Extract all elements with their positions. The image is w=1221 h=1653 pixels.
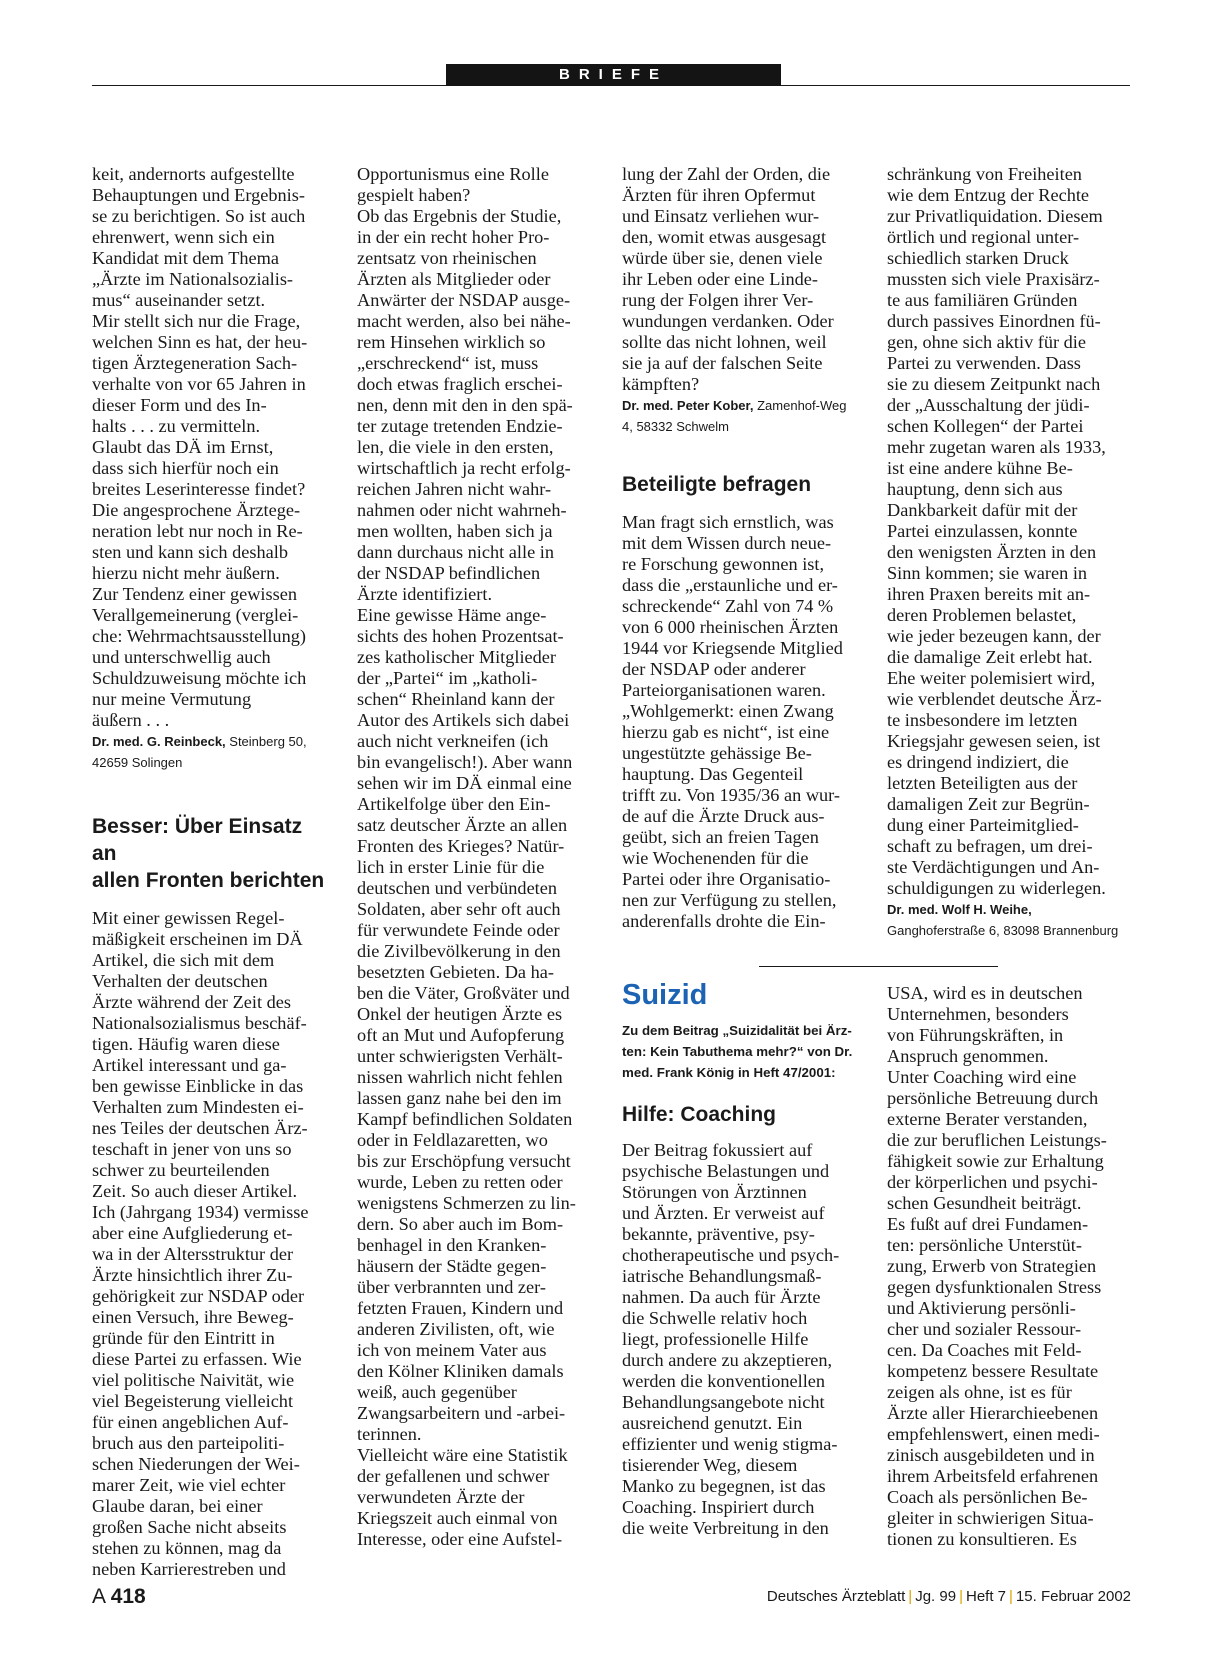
- suizid-intro: Zu dem Beitrag „Suizidalität bei Ärz- ten: Kein Tabuthema mehr?“ von Dr. med. Frank König in Heft 47/2001:: [622, 1023, 853, 1080]
- suizid-column-right: [887, 983, 1127, 1550]
- author-address: Ganghoferstraße 6, 83098 Brannenburg: [887, 923, 1119, 938]
- page-number: [92, 1585, 146, 1609]
- column-1: [92, 164, 332, 1580]
- letter-2-heading: Besser: Über Einsatz an allen Fronten berichten: [92, 815, 325, 892]
- journal-volume: Jg. 99: [915, 1588, 957, 1605]
- column-4: [887, 164, 1127, 941]
- letter-2-end: lung der Zahl der Orden, die Ärzten für ihren Opfermut und Einsatz verliehen wur- den, womit etwas ausgesagt würde über sie, denen viele ihr Leben oder eine Linde- rung der Folgen ihrer Ver- wundungen verdanken. Oder sollte das nicht lohnen, weil sie ja auf der falschen Seite kämpften?: [622, 164, 834, 394]
- letter-1-body: keit, andernorts aufgestellte Behauptungen und Ergebnis- se zu berichtigen. So ist auch ehrenwert, wenn sich ein Kandidat mit dem Thema „Ärzte im Nationalsozialis- mus“ auseinander setzt. Mir stellt sich nur die Frage, welchen Sinn es hat, der heu- tigen Ärztegeneration Sach- verhalte von vor 65 Jahren in dieser Form und des In- halts . . . zu vermitteln. Glaubt das DÄ im Ernst, dass sich hierfür noch ein breites Leserinteresse findet? Die angesprochene Ärztege- neration lebt nur noch in Re- sten und kann sich deshalb hierzu nicht mehr äußern. Zur Tendenz einer gewissen Verallgemeinerung (verglei- che: Wehrmachtsausstellung) und unterschwellig auch Schuldzuweisung möchte ich nur meine Vermutung äußern . . .: [92, 164, 308, 730]
- author-address: Steinberg 50, 42659 Solingen: [92, 734, 307, 770]
- suizid-heading: Hilfe: Coaching: [622, 1103, 777, 1126]
- journal-name: Deutsches Ärzteblatt: [766, 1588, 906, 1605]
- suizid-body-left: Der Beitrag fokussiert auf psychische Belastungen und Störungen von Ärztinnen und Ärzten. Er verweist auf bekannte, präventive, psy- chotherapeutische und psych- iatrische Behandlungsmaß- nahmen. Da auch für Ärzte die Schwelle relativ hoch liegt, professionelle Hilfe durch andere zu akzeptieren, werden die konventionellen Behandlungsangebote nicht ausreichend genutzt. Ein effizienter und wenig stigma- tisierender Weg, diesem Manko zu begegnen, ist das Coaching. Inspiriert durch die weite Verbreitung in den: [622, 1140, 840, 1538]
- author-address: Zamenhof-Weg 4, 58332 Schwelm: [622, 398, 847, 434]
- letter-3-body: Man fragt sich ernstlich, was mit dem Wissen durch neue- re Forschung gewonnen ist, dass die „erstaunliche und er- schreckende“ Zahl von 74 % von 6 000 rheinischen Ärzten 1944 vor Kriegsende Mitglied der NSDAP oder anderer Parteiorganisationen waren. „Wohlgemerkt: einen Zwang hierzu gab es nicht“, ist eine ungestützte gehässige Be- hauptung. Das Gegenteil trifft zu. Von 1935/36 an wur- de auf die Ärzte Druck aus- geübt, sich an freien Tagen wie Wochenenden für die Partei oder ihre Organisatio- nen zur Verfügung zu stellen, anderenfalls drohte die Ein-: [622, 512, 843, 931]
- journal-date: 15. Februar 2002: [1015, 1588, 1131, 1605]
- letter-3-heading: Beteiligte befragen: [622, 473, 812, 496]
- letter-3-continued: schränkung von Freiheiten wie dem Entzug der Rechte zur Privatliquidation. Diesem örtlich und regional unter- schiedlich starken Druck mussten sich viele Praxisärz- te aus familiären Gründen durch passives Einordnen fü- gen, ohne sich aktiv für die Partei zu verwenden. Dass sie zu diesem Zeitpunkt nach der „Ausschaltung der jüdi- schen Kollegen“ der Partei mehr zugetan waren als 1933, ist eine andere kühne Be- hauptung, denn sich aus Dankbarkeit dafür mit der Partei einzulassen, konnte den wenigsten Ärzten in den Sinn kommen; sie waren in ihren Praxen bereits mit an- deren Problemen belastet, wie jeder bezeugen kann, der die damalige Zeit erlebt hat. Ehe weiter polemisiert wird, wie verblendet deutsche Ärz- te insbesondere im letzten Kriegsjahr gewesen seien, ist es dringend indiziert, die letzten Beteiligten aus der damaligen Zeit zur Begrün- dung einer Parteimitglied- schaft zu befragen, um drei- ste Verdächtigungen und An- schuldigungen zu widerlegen.: [887, 164, 1106, 898]
- divider: |: [959, 1588, 963, 1605]
- author-name: Dr. med. Wolf H. Weihe,: [887, 902, 1032, 917]
- author-name: Dr. med. G. Reinbeck,: [92, 734, 226, 749]
- suizid-body-right: USA, wird es in deutschen Unternehmen, besonders von Führungskräften, in Anspruch genommen. Unter Coaching wird eine persönliche Betreuung durch externe Berater verstanden, die zur beruflichen Leistungs- fähigkeit sowie zur Erhaltung der körperlichen und psychi- schen Gesundheit beiträgt. Es fußt auf drei Fundamen- ten: persönliche Unterstüt- zung, Erwerb von Strategien gegen dysfunktionalen Stress und Aktivierung persönli- cher und sozialer Ressour- cen. Da Coaches mit Feld- kompetenz bessere Resultate zeigen als ohne, ist es für Ärzte aller Hierarchieebenen empfehlenswert, einen medi- zinisch ausgebildeten und in ihrem Arbeitsfeld erfahrenen Coach als persönlichen Be- gleiter in schwierigen Situa- tionen zu konsultieren. Es: [887, 983, 1107, 1549]
- journal-footer: [767, 1588, 1131, 1605]
- letter-2-continued: Opportunismus eine Rolle gespielt haben? Ob das Ergebnis der Studie, in der ein recht hoher Pro- zentsatz von rheinischen Ärzten als Mitglieder oder Anwärter der NSDAP ausge- macht werden, also bei nähe- rem Hinsehen wirklich so „erschreckend“ ist, muss doch etwas fraglich erschei- nen, denn mit den in den spä- ter zutage tretenden Endzie- len, die viele in den ersten, wirtschaftlich ja recht erfolg- reichen Jahren nicht wahr- nahmen oder nicht wahrneh- men wollten, haben sich ja dann durchaus nicht alle in der NSDAP befindlichen Ärzte identifiziert. Eine gewisse Häme ange- sichts des hohen Prozentsat- zes katholischer Mitglieder der „Partei“ im „katholi- schen“ Rheinland kann der Autor des Artikels sich dabei auch nicht verkneifen (ich bin evangelisch!). Aber wann sehen wir im DÄ einmal eine Artikelfolge über den Ein- satz deutscher Ärzte an allen Fronten des Krieges? Natür- lich in erster Linie für die deutschen und verbündeten Soldaten, aber sehr oft auch für verwundete Feinde oder die Zivilbevölkerung in den besetzten Gebieten. Da ha- ben die Väter, Großväter und Onkel der heutigen Ärzte es oft an Mut und Aufopferung unter schwierigsten Verhält- nissen wahrlich nicht fehlen lassen ganz nahe bei den im Kampf befindlichen Soldaten oder in Feldlazaretten, wo bis zur Erschöpfung versucht wurde, Leben zu retten oder wenigstens Schmerzen zu lin- dern. So aber auch im Bom- benhagel in den Kranken- häusern der Städte gegen- über verbrannten und zer- fetzten Frauen, Kindern und anderen Zivilisten, oft, wie ich von meinem Vater aus den Kölner Kliniken damals weiß, auch gegenüber Zwangsarbeitern und -arbei- terinnen. Vielleicht wäre eine Statistik der gefallenen und schwer verwundeten Ärzte der Kriegszeit auch einmal von Interesse, oder eine Aufstel-: [357, 164, 576, 1549]
- author-name: Dr. med. Peter Kober,: [622, 398, 754, 413]
- letter-2-signature: [622, 395, 862, 437]
- journal-issue: Heft 7: [965, 1588, 1007, 1605]
- letter-2-body: Mit einer gewissen Regel- mäßigkeit erscheinen im DÄ Artikel, die sich mit dem Verhalten der deutschen Ärzte während der Zeit des Nationalsozialismus beschäf- tigen. Häufig waren diese Artikel interessant und ga- ben gewisse Einblicke in das Verhalten zum Mindesten ei- nes Teiles der deutschen Ärz- teschaft in jener von uns so schwer zu beurteilenden Zeit. So auch dieser Artikel. Ich (Jahrgang 1934) vermisse aber eine Aufgliederung et- wa in der Altersstruktur der Ärzte hinsichtlich ihrer Zu- gehörigkeit zur NSDAP oder einen Versuch, ihre Beweg- gründe für den Eintritt in diese Partei zu erfassen. Wie viel politische Naivität, wie viel Begeisterung vielleicht für einen angeblichen Auf- bruch aus den parteipoliti- schen Niederungen der Wei- marer Zeit, wie viel echter Glaube daran, bei einer großen Sache nicht abseits stehen zu können, mag da neben Karrierestreben und: [92, 908, 309, 1579]
- page-prefix: A: [92, 1585, 105, 1608]
- column-2: [357, 164, 597, 1550]
- page-number-value: 418: [110, 1585, 146, 1608]
- divider: |: [1009, 1588, 1013, 1605]
- section-label: BRIEFE: [446, 64, 781, 86]
- letter-1-signature: [92, 731, 332, 773]
- letter-3-signature: [887, 899, 1127, 941]
- divider: |: [908, 1588, 913, 1605]
- suizid-section: [622, 978, 862, 1539]
- section-separator: [759, 966, 998, 967]
- column-3: [622, 164, 862, 932]
- suizid-title: Suizid: [622, 979, 708, 1011]
